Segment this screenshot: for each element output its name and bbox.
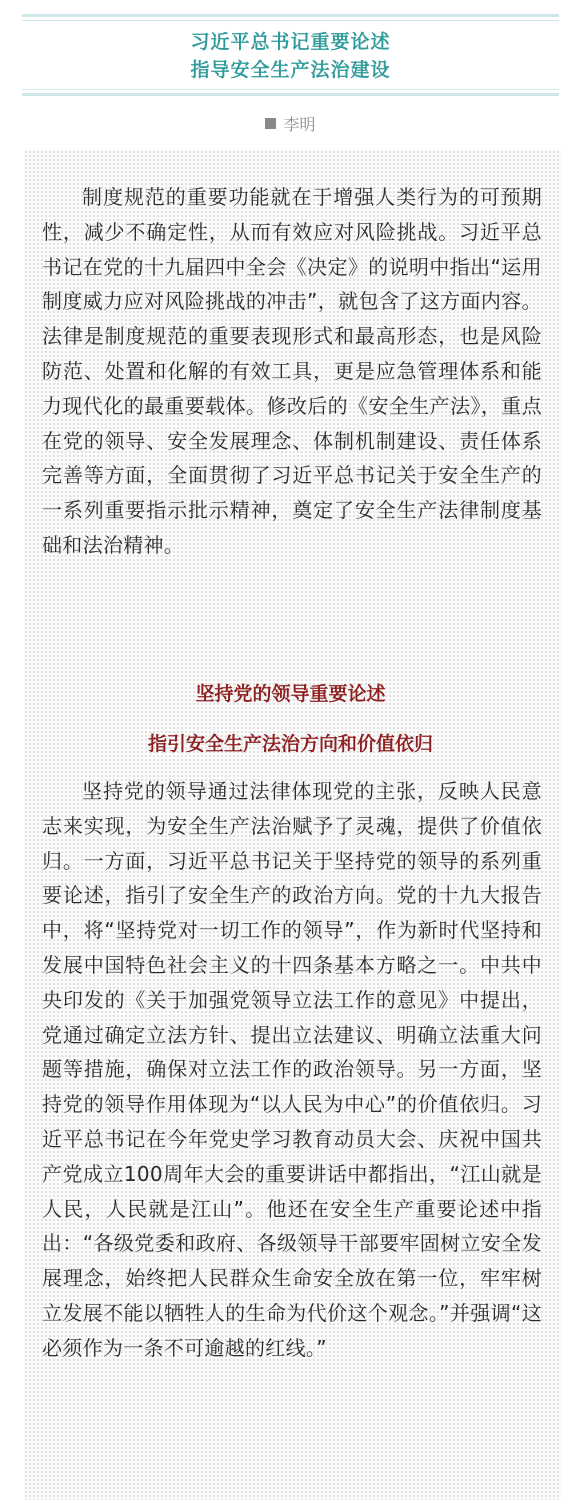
article-title [22, 28, 559, 86]
author-name: 李明 [283, 115, 316, 134]
header-top-rule-thin [22, 20, 559, 21]
square-icon [265, 118, 276, 129]
header-top-rule [22, 14, 559, 17]
header-bottom-rule-thin [22, 89, 559, 90]
body-paragraph-1: 制度规范的重要功能就在于增强人类行为的可预期性，减少不确定性，从而有效应对风险挑战。习近平总书记在党的十九届四中全会《决定》的说明中指出“运用制度威力应对风险挑战的冲击”，就包含了这方面内容。法律是制度规范的重要表现形式和最高形态，也是风险防范、处置和化解的有效工具，更是应急管理体系和能力现代化的最重要载体。修改后的《安全生产法》，重点在党的领导、安全发展理念、体制机制建设、责任体系完善等方面，全面贯彻了习近平总书记关于安全生产的一系列重要指示批示精神，奠定了安全生产法律制度基础和法治精神。 [42, 185, 542, 557]
article-title-line-1: 习近平总书记重要论述 [190, 31, 391, 53]
body-paragraph-2: 坚持党的领导通过法律体现党的主张，反映人民意志来实现，为安全生产法治赋予了灵魂，提供了价值依归。一方面，习近平总书记关于坚持党的领导的系列重要论述，指引了安全生产的政治方向。党的十九大报告中，将“坚持党对一切工作的领导”，作为新时代坚持和发展中国特色社会主义的十四条基本方略之一。中共中央印发的《关于加强党领导立法工作的意见》中提出，党通过确定立法方针、提出立法建议、明确立法重大问题等措施，确保对立法工作的政治领导。另一方面，坚持党的领导作用体现为“以人民为中心”的价值依归。习近平总书记在今年党史学习教育动员大会、庆祝中国共产党成立100周年大会的重要讲话中都指出，“江山就是人民，人民就是江山”。他还在安全生产重要论述中指出：“各级党委和政府、各级领导干部要牢固树立安全发展理念，始终把人民群众生命安全放在第一位，牢牢树立发展不能以牺牲人的生命为代价这个观念。”并强调“这必须作为一条不可逾越的红线。” [42, 779, 542, 1360]
section-heading-line-1: 坚持党的领导重要论述 [195, 683, 386, 705]
author-byline [0, 114, 581, 136]
article-title-line-2: 指导安全生产法治建设 [190, 59, 391, 81]
section-heading-line-2: 指引安全生产法治方向和价值依归 [147, 733, 433, 755]
article-header [22, 14, 559, 96]
header-bottom-rule [22, 93, 559, 96]
